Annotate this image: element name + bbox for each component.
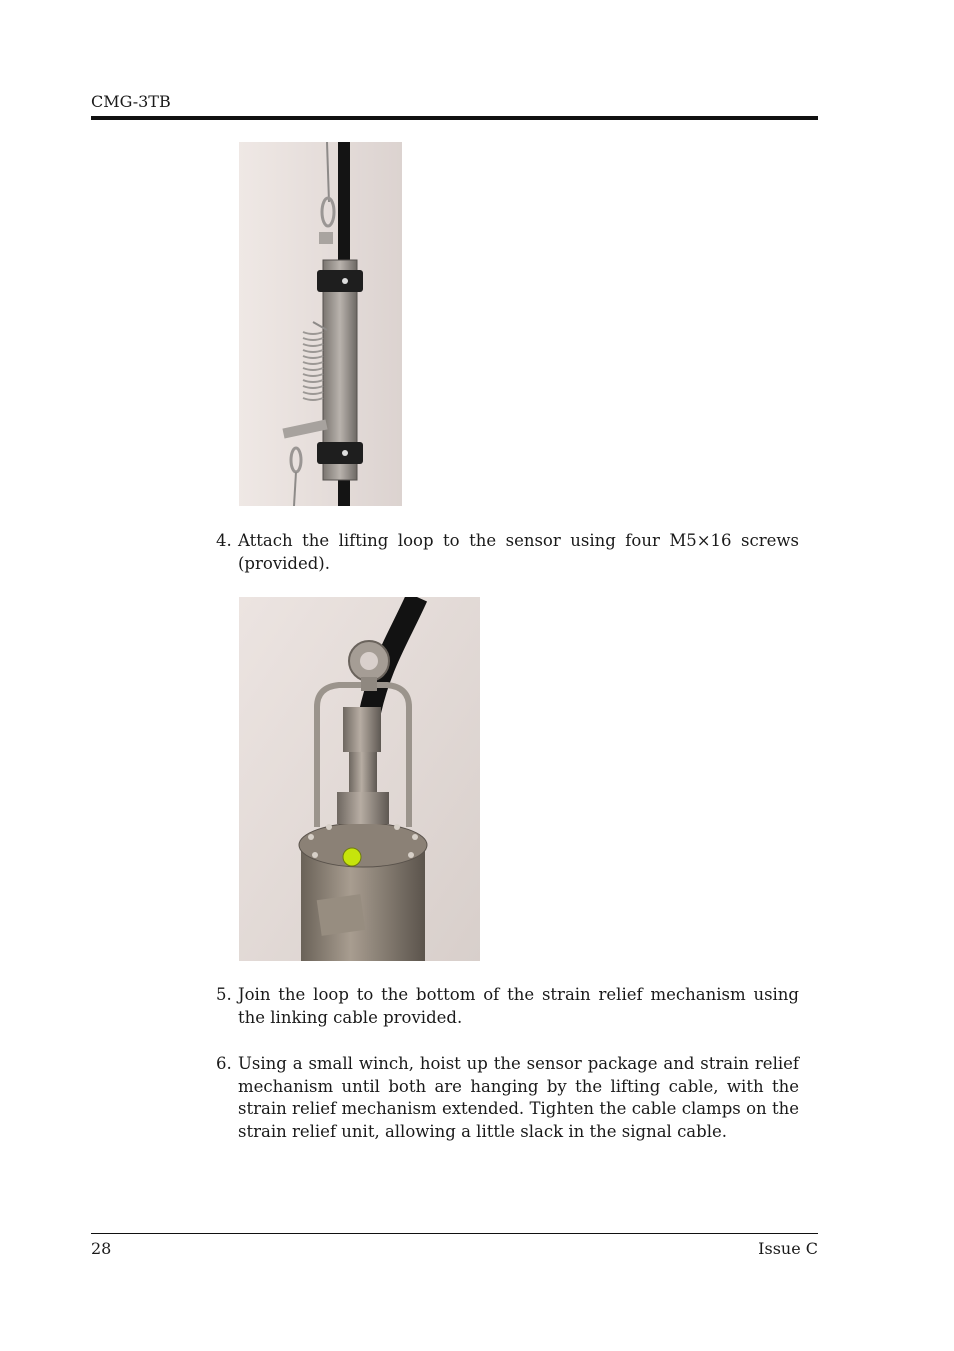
issue-label: Issue C (758, 1239, 818, 1258)
footer-rule (91, 1233, 818, 1234)
step-4 (216, 530, 799, 575)
sensor-lifting-loop-photo (239, 597, 480, 961)
step-6 (216, 1053, 799, 1143)
step-text: Using a small winch, hoist up the sensor package and strain relief mechanism until both are hanging by the lifting cable, with the strain relief mechanism extended. Tighten the cable clamps on the strain relief unit, allowing a little slack in the signal cable. (238, 1054, 799, 1141)
step-5 (216, 984, 799, 1029)
step-text: Join the loop to the bottom of the strain relief mechanism using the linking cable provided. (238, 985, 799, 1027)
step-text: Attach the lifting loop to the sensor using four M5×16 screws (provided). (238, 531, 799, 573)
header-rule (91, 116, 818, 120)
step-number: 5. (216, 985, 232, 1004)
header-title: CMG-3TB (91, 92, 171, 111)
strain-relief-photo (239, 142, 402, 506)
step-number: 4. (216, 531, 232, 550)
page-number: 28 (91, 1239, 112, 1258)
step-number: 6. (216, 1054, 232, 1073)
